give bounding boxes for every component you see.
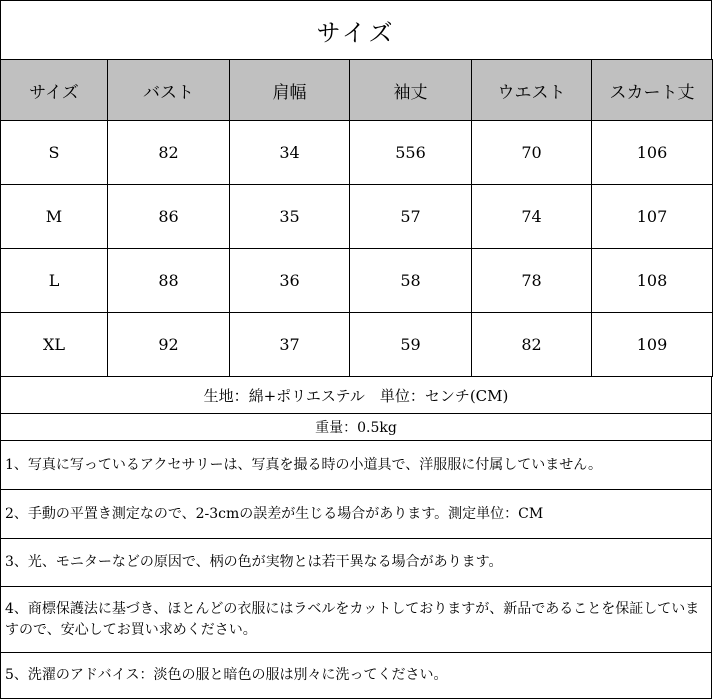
table-cell: M (1, 185, 108, 249)
table-cell: 106 (592, 121, 713, 185)
table-cell: 58 (350, 249, 472, 313)
table-cell: 37 (230, 313, 350, 377)
note-item: 1、写真に写っているアクセサリーは、写真を撮る時の小道具で、洋服服に付属していません。 (0, 440, 712, 490)
table-cell: 108 (592, 249, 713, 313)
table-cell: 57 (350, 185, 472, 249)
header-bust: バスト (108, 60, 230, 121)
header-sleeve: 袖丈 (350, 60, 472, 121)
note-item: 4、商標保護法に基づき、ほとんどの衣服にはラベルをカットしておりますが、新品であることを保証していますので、安心してお買い求めください。 (0, 586, 712, 653)
table-cell: 82 (108, 121, 230, 185)
table-row (1, 249, 713, 313)
table-cell: 86 (108, 185, 230, 249)
table-cell: 35 (230, 185, 350, 249)
table-cell: L (1, 249, 108, 313)
table-cell: 92 (108, 313, 230, 377)
table-cell: 34 (230, 121, 350, 185)
note-item: 2、手動の平置き測定なので、2-3cmの誤差が生じる場合があります。測定単位：CM (0, 489, 712, 539)
table-row (1, 313, 713, 377)
table-cell: S (1, 121, 108, 185)
table-cell: 70 (472, 121, 592, 185)
table-header-row (1, 60, 713, 121)
header-shoulder: 肩幅 (230, 60, 350, 121)
table-cell: 88 (108, 249, 230, 313)
header-waist: ウエスト (472, 60, 592, 121)
material-line: 生地：綿+ポリエステル 単位：センチ(CM) (0, 376, 712, 414)
table-row (1, 121, 713, 185)
table-cell: 556 (350, 121, 472, 185)
size-table (0, 59, 713, 377)
header-skirt-length: スカート丈 (592, 60, 713, 121)
table-cell: 59 (350, 313, 472, 377)
header-size: サイズ (1, 60, 108, 121)
table-cell: 74 (472, 185, 592, 249)
table-row (1, 185, 713, 249)
note-item: 5、洗濯のアドバイス：淡色の服と暗色の服は別々に洗ってください。 (0, 652, 712, 699)
table-cell: 82 (472, 313, 592, 377)
chart-title: サイズ (0, 0, 712, 60)
table-cell: 36 (230, 249, 350, 313)
table-cell: 109 (592, 313, 713, 377)
weight-line: 重量：0.5kg (0, 413, 712, 441)
table-cell: XL (1, 313, 108, 377)
note-item: 3、光、モニターなどの原因で、柄の色が実物とは若干異なる場合があります。 (0, 538, 712, 587)
table-cell: 78 (472, 249, 592, 313)
table-cell: 107 (592, 185, 713, 249)
